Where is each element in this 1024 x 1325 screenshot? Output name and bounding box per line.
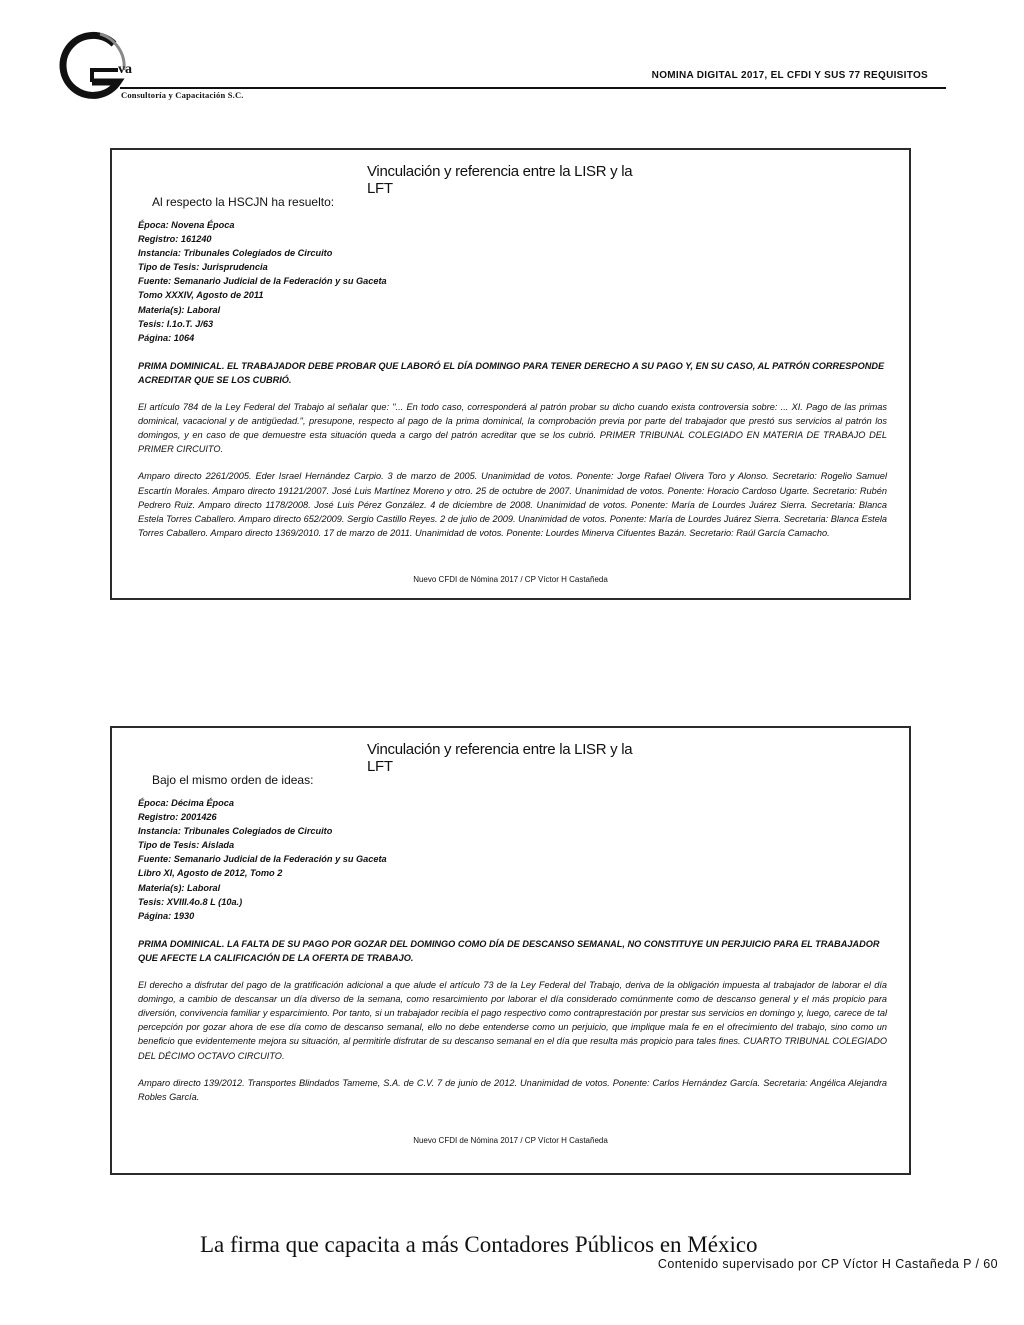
thesis-body	[138, 218, 887, 540]
slide-title: Vinculación y referencia entre la LISR y la LFT	[367, 163, 633, 197]
meta-fuente: Fuente: Semanario Judicial de la Federación y su Gaceta	[138, 854, 387, 865]
thesis-heading: PRIMA DOMINICAL. LA FALTA DE SU PAGO POR GOZAR DEL DOMINGO COMO DÍA DE DESCANSO SEMANAL, NO CONSTITUYE UN PERJUICIO PARA EL TRABAJADOR QUE AFECTE LA CALIFICACIÓN DE LA OFERTA DE TRABAJO.	[138, 938, 880, 963]
slide-intro: Al respecto la HSCJN ha resuelto:	[152, 195, 335, 209]
precedents-paragraph: Amparo directo 2261/2005. Eder Israel Hernández Carpio. 3 de marzo de 2005. Unanimidad de votos. Ponente: Jorge Rafael Olivera Toro y Alonso. Secretario: Rogelio Samuel Escartín Morales. Amparo directo 19121/2007. José Luis Martínez Moreno y otro. 25 de octubre de 2007. Unanimidad de votos. Ponente: Horacio Cardoso Ugarte. Secretario: Rubén Pedrero Ruiz. Amparo directo 1178/2008. José Luis Pérez González. 4 de diciembre de 2008. Unanimidad de votos. Ponente: María de Lourdes Juárez Sierra. Secretaria: Blanca Estela Torres Caballero. Amparo directo 652/2009. Sergio Castillo Reyes. 2 de julio de 2009. Unanimidad de votos. Ponente: María de Lourdes Juárez Sierra. Secretaria: Blanca Estela Torres Caballero. Amparo directo 1369/2010. 17 de marzo de 2011. Unanimidad de votos. Ponente: Lourdes Minerva Cifuentes Bazán. Secretario: Raúl García Camacho.	[138, 471, 887, 538]
meta-pagina: Página: 1930	[138, 910, 195, 921]
thesis-paragraph: El derecho a disfrutar del pago de la gratificación adicional a que alude el artículo 73 de la Ley Federal del Trabajo, deriva de la obligación impuesta al trabajador de laborar el día domingo, a cambio de descansar un día diverso de la semana, como resarcimiento por laborar el día considerado comúnmente como de descanso general y el más propicio para diversión, convivencia familiar y esparcimiento. Por tanto, si un trabajador recibía el pago respectivo como contraprestación por prestar sus servicios en domingo y, luego, carece de tal percepción por gozar ahora de ese día como de descanso semanal, ello no debe entenderse como un perjuicio, que implique mala fe en el ofrecimiento del trabajo, sino como un beneficio que evidentemente mejora su situación, al permitirle disfrutar de su descanso semanal en el día que resulta más propicio para tales fines. CUARTO TRIBUNAL COLEGIADO DEL DÉCIMO OCTAVO CIRCUITO.	[138, 980, 887, 1061]
meta-tipo: Tipo de Tesis: Jurisprudencia	[138, 262, 268, 273]
meta-tipo: Tipo de Tesis: Aislada	[138, 840, 235, 851]
thesis-paragraph: El artículo 784 de la Ley Federal del Trabajo al señalar que: "... En todo caso, corresponderá al patrón probar su dicho cuando exista controversia sobre: ... XI. Pago de las primas dominical, vacacional y de antigüedad.", presupone, respecto al pago de la prima dominical, la comprobación previa por parte del trabajador que prestó sus servicios al patrón los domingos, y en caso de que demuestre esta situación queda a cargo del patrón acreditar que se los cubrió. PRIMER TRIBUNAL COLEGIADO EN MATERIA DE TRABAJO DEL PRIMER CIRCUITO.	[138, 402, 887, 455]
meta-tomo: Tomo XXXIV, Agosto de 2011	[138, 290, 264, 301]
meta-tesis: Tesis: XVIII.4o.8 L (10a.)	[138, 896, 243, 907]
meta-libro: Libro XI, Agosto de 2012, Tomo 2	[138, 868, 283, 879]
slide-title: Vinculación y referencia entre la LISR y la LFT	[367, 741, 633, 775]
document-header-title: NOMINA DIGITAL 2017, EL CFDI Y SUS 77 REQUISITOS	[651, 70, 928, 81]
meta-instancia: Instancia: Tribunales Colegiados de Circuito	[138, 248, 333, 259]
thesis-body	[138, 796, 887, 1104]
slide-footer: Nuevo CFDI de Nómina 2017 / CP Víctor H Castañeda	[413, 575, 608, 584]
meta-instancia: Instancia: Tribunales Colegiados de Circuito	[138, 826, 333, 837]
page-footer-credit: Contenido supervisado por CP Víctor H Castañeda P / 60	[657, 1257, 998, 1271]
meta-pagina: Página: 1064	[138, 332, 195, 343]
logo-letters: va	[118, 62, 132, 77]
thesis-metadata	[138, 218, 887, 345]
meta-materia: Materia(s): Laboral	[138, 882, 221, 893]
meta-epoca: Época: Décima Época	[138, 798, 234, 808]
company-logo	[52, 30, 282, 102]
meta-registro: Registro: 2001426	[138, 812, 217, 823]
slide-intro: Bajo el mismo orden de ideas:	[152, 773, 314, 787]
meta-fuente: Fuente: Semanario Judicial de la Federación y su Gaceta	[138, 276, 387, 287]
meta-registro: Registro: 161240	[138, 234, 212, 245]
thesis-metadata	[138, 796, 887, 923]
meta-materia: Materia(s): Laboral	[138, 304, 221, 315]
slide-panel-1	[110, 148, 911, 600]
page-tagline: La firma que capacita a más Contadores Públicos en México	[200, 1232, 758, 1257]
precedents-paragraph: Amparo directo 139/2012. Transportes Blindados Tameme, S.A. de C.V. 7 de junio de 2012. Unanimidad de votos. Ponente: Carlos Hernández García. Secretaria: Angélica Alejandra Robles García.	[138, 1077, 887, 1102]
slide-panel-2	[110, 726, 911, 1175]
header-divider	[120, 87, 946, 89]
logo-tagline: Consultoría y Capacitación S.C.	[121, 90, 244, 100]
meta-tesis: Tesis: I.1o.T. J/63	[138, 318, 214, 329]
thesis-heading: PRIMA DOMINICAL. EL TRABAJADOR DEBE PROBAR QUE LABORÓ EL DÍA DOMINGO PARA TENER DERECHO A SU PAGO Y, EN SU CASO, AL PATRÓN CORRESPONDE ACREDITAR QUE SE LOS CUBRIÓ.	[138, 360, 885, 385]
slide-footer: Nuevo CFDI de Nómina 2017 / CP Víctor H Castañeda	[413, 1136, 608, 1145]
meta-epoca: Época: Novena Época	[138, 220, 235, 230]
